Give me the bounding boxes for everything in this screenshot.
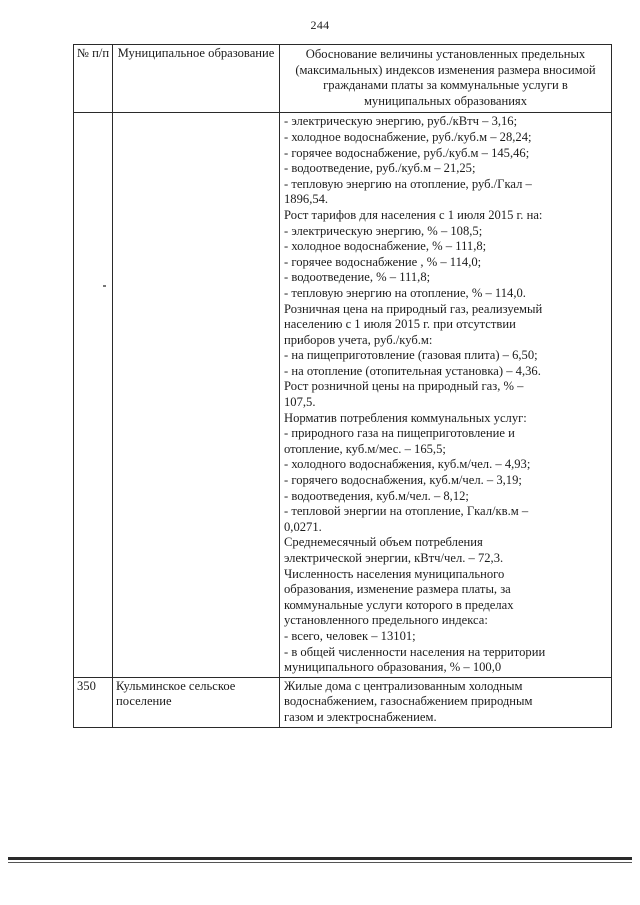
header-municipality: Муниципальное образование — [113, 45, 280, 113]
justification-line: - тепловой энергии на отопление, Гкал/кв.м – — [284, 504, 529, 519]
header-num: № п/п — [74, 45, 113, 113]
justification-line: 1896,54. — [284, 192, 329, 207]
justification-line: - тепловую энергию на отопление, % – 114,0. — [284, 285, 526, 300]
justification-line: Розничная цена на природный газ, реализуемый — [284, 301, 543, 316]
row-justification — [280, 677, 612, 727]
justification-line: - водоотведение, % – 111,8; — [284, 270, 431, 285]
justification-line: газом и электроснабжением. — [284, 709, 437, 724]
justification-line: Жилые дома с централизованным холодным — [284, 678, 523, 693]
justification-line: - на отопление (отопительная установка) – 4,36. — [284, 363, 541, 378]
justification-line: муниципального образования, % – 100,0 — [284, 660, 502, 675]
justification-line: - в общей численности населения на территории — [284, 644, 546, 659]
table-body — [74, 113, 612, 727]
bottom-rule-thin — [8, 862, 632, 863]
justification-line: 0,0271. — [284, 519, 322, 534]
row-justification — [280, 113, 612, 677]
justification-line: - горячее водоснабжение , % – 114,0; — [284, 254, 482, 269]
justification-line: Рост тарифов для населения с 1 июля 2015 г. на: — [284, 207, 543, 222]
justification-line: установленного предельного индекса: — [284, 613, 488, 628]
justification-line: приборов учета, руб./куб.м: — [284, 332, 433, 347]
justification-line: 107,5. — [284, 395, 316, 410]
row-number — [74, 113, 113, 677]
header-justification: Обоснование величины установленных предельных (максимальных) индексов изменения размера вносимой гражданами платы за коммунальные услуги в муниципальных образованиях — [280, 45, 612, 113]
scan-mark — [103, 285, 106, 287]
justification-line: - на пищеприготовление (газовая плита) – 6,50; — [284, 348, 538, 363]
row-municipality: Кульминское сельское поселение — [113, 677, 280, 727]
justification-line: Численность населения муниципального — [284, 566, 505, 581]
justification-line: - холодное водоснабжение, % – 111,8; — [284, 239, 487, 254]
justification-line: - электрическую энергию, % – 108,5; — [284, 223, 483, 238]
table-row — [74, 113, 612, 677]
tariff-justification-table — [73, 44, 612, 728]
justification-line: - холодного водоснабжения, куб.м/чел. – 4,93; — [284, 457, 531, 472]
justification-line: - горячее водоснабжение, руб./куб.м – 145,46; — [284, 145, 530, 160]
justification-line: коммунальные услуги которого в пределах — [284, 597, 514, 612]
justification-line: - тепловую энергию на отопление, руб./Гкал – — [284, 176, 532, 191]
table-header-row — [74, 45, 612, 113]
justification-line: образования, изменение размера платы, за — [284, 582, 511, 597]
justification-line: - водоотведение, руб./куб.м – 21,25; — [284, 161, 476, 176]
justification-line: водоснабжением, газоснабжением природным — [284, 694, 533, 709]
justification-line: населению с 1 июля 2015 г. при отсутствии — [284, 317, 516, 332]
justification-line: - всего, человек – 13101; — [284, 628, 416, 643]
justification-line: - природного газа на пищеприготовление и — [284, 426, 515, 441]
justification-line: Рост розничной цены на природный газ, % – — [284, 379, 524, 394]
justification-line: Среднемесячный объем потребления — [284, 535, 483, 550]
justification-line: Норматив потребления коммунальных услуг: — [284, 410, 527, 425]
row-number: 350 — [74, 677, 113, 727]
justification-line: - водоотведения, куб.м/чел. – 8,12; — [284, 488, 469, 503]
row-municipality — [113, 113, 280, 677]
table-row — [74, 677, 612, 727]
page-number: 244 — [310, 18, 330, 32]
justification-line: - электрическую энергию, руб./кВтч – 3,16; — [284, 114, 518, 129]
bottom-rule — [8, 857, 632, 860]
justification-line: отопление, куб.м/мес. – 165,5; — [284, 441, 446, 456]
justification-line: электрической энергии, кВтч/чел. – 72,3. — [284, 551, 504, 565]
justification-line: - горячего водоснабжения, куб.м/чел. – 3,19; — [284, 473, 522, 488]
justification-line: - холодное водоснабжение, руб./куб.м – 28,24; — [284, 129, 532, 144]
